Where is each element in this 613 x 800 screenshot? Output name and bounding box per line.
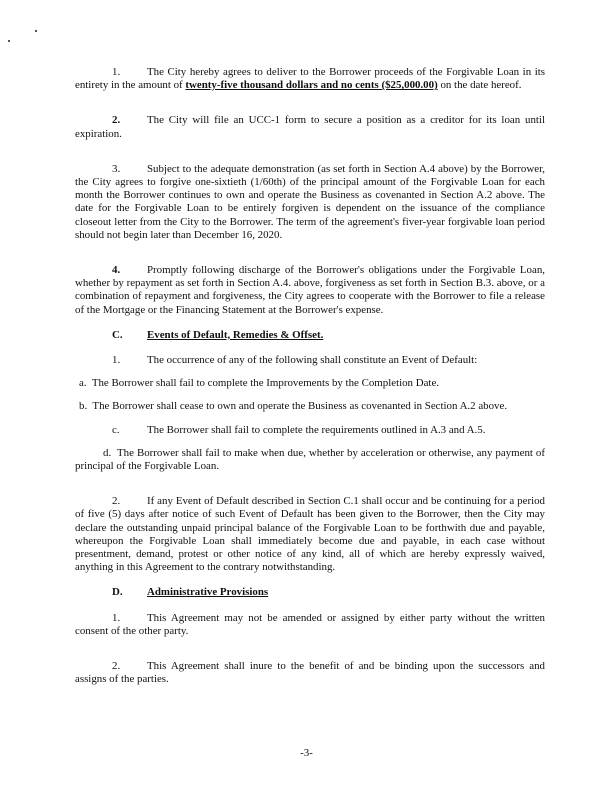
- list-item-b: b. The Borrower shall cease to own and operate the Business as covenanted in Section A.2 above.: [79, 400, 508, 413]
- paragraph-d2: 2. This Agreement shall inure to the benefit of and be binding upon the successors and assigns of the parties.: [75, 660, 545, 686]
- paragraph-b2: 2. The City will file an UCC-1 form to secure a position as a creditor for its loan until expiration.: [75, 114, 545, 140]
- paragraph-c1: 1. The occurrence of any of the following shall constitute an Event of Default:: [112, 354, 478, 367]
- list-item-a: a. The Borrower shall fail to complete the Improvements by the Completion Date.: [79, 377, 440, 390]
- page-number: -3-: [300, 746, 313, 759]
- document-page: [75, 0, 545, 780]
- section-c-heading: C. Events of Default, Remedies & Offset.: [112, 328, 324, 341]
- list-item-c: c. The Borrower shall fail to complete the requirements outlined in A.3 and A.5.: [112, 423, 486, 436]
- paragraph-b3: 3. Subject to the adequate demonstration (as set forth in Section A.4 above) by the Borrower, the City agrees to forgive one-sixtieth (1/60th) of the principal amount of the Forgivable Loan for each month the Borrower continues to own and operate the Business as covenanted in Section A.2 above. The date for the Forgivable Loan to be entirely forgiven is dependent on the issuance of the compliance closeout letter from the City to the Borrower. The term of the agreement's fiver-year forgivable loan period should not begin later than December 16, 2020.: [75, 162, 545, 241]
- paragraph-b4: 4. Promptly following discharge of the Borrower's obligations under the Forgivable Loan, whether by repayment as set forth in Section A.4. above, forgiveness as set forth in Section B.3. above, or a combination of repayment and forgiveness, the City agrees to cooperate with the Borrower to file a release of the Mortgage or the Financing Statement at the Borrower's expense.: [75, 264, 545, 316]
- loan-amount: twenty-five thousand dollars and no cents ($25,000.00): [185, 79, 438, 92]
- paragraph-b1: 1. The City hereby agrees to deliver to the Borrower proceeds of the Forgivable Loan in its entirety in the amount of twenty-five thousand dollars and no cents ($25,000.00) on the date hereof.: [75, 66, 545, 92]
- section-d-heading: D. Administrative Provisions: [112, 586, 269, 599]
- scan-speck: [8, 40, 10, 42]
- scan-speck: [35, 30, 37, 32]
- list-item-d: d. The Borrower shall fail to make when due, whether by acceleration or otherwise, any payment of principal of the Forgivable Loan.: [75, 446, 546, 473]
- paragraph-c2: 2. If any Event of Default described in Section C.1 shall occur and be continuing for a period of five (5) days after notice of such Event of Default has been given to the Borrower, then the City may declare the outstanding unpaid principal balance of the Forgivable Loan to be forthwith due and payable, whereupon the Forgivable Loan shall immediately become due and payable, in each case without presentment, demand, protest or other notice of any kind, all of which are hereby expressly waived, anything in this Agreement to the contrary notwithstanding.: [75, 495, 545, 574]
- paragraph-d1: 1. This Agreement may not be amended or assigned by either party without the written consent of the other party.: [75, 611, 545, 637]
